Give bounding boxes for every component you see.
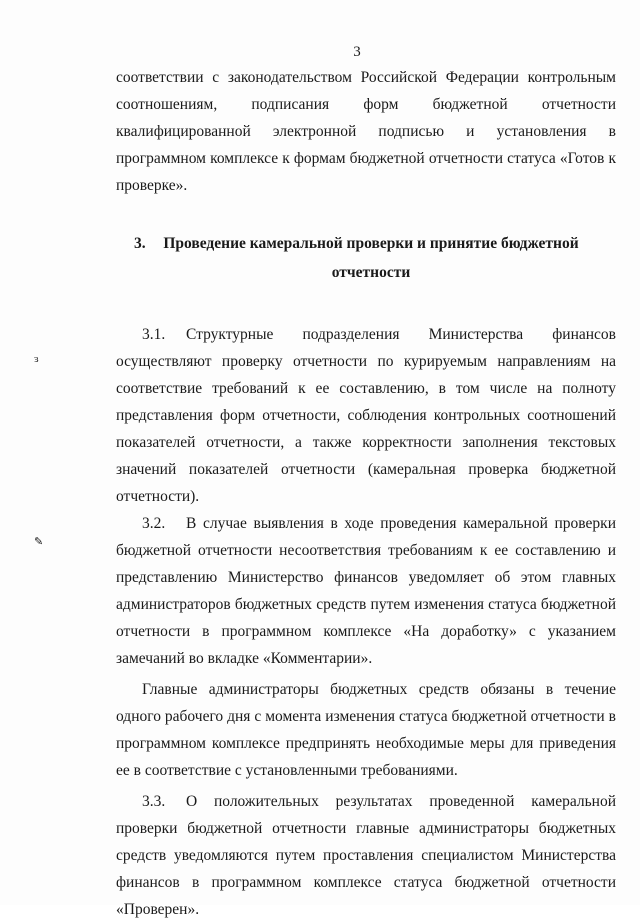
- section-heading: [116, 229, 616, 287]
- paragraph-text: Структурные подразделения Министерства финансов осуществляют проверку отчетности по курируемым направлениям на соответствие требований к ее составлению, в том числе на полноту представления форм отчетности, соблюдения контрольных соотношений показателей отчетности, а также корректности заполнения текстовых значений показателей отчетности (камеральная проверка бюджетной отчетности).: [116, 326, 616, 505]
- paragraph-3-1: [116, 321, 616, 510]
- intro-paragraph: соответствии с законодательством Российской Федерации контрольным соотношениям, подписания форм бюджетной отчетности квалифицированной электронной подписью и установления в программном комплексе к формам бюджетной отчетности статуса «Готов к проверке».: [116, 69, 616, 194]
- paragraph-number: 3.2.: [142, 515, 166, 532]
- paragraph-3-2: [116, 510, 616, 672]
- paragraph-number: 3.3.: [142, 793, 166, 810]
- section-number: 3.: [134, 235, 146, 252]
- section-title: Проведение камеральной проверки и принятие бюджетной отчетности: [163, 235, 579, 281]
- paragraph-text: В случае выявления в ходе проведения камеральной проверки бюджетной отчетности несоответствия требованиям к ее составлению и представлению Министерство финансов уведомляет об этом главных администраторов бюджетных средств путем изменения статуса бюджетной отчетности в программном комплексе «На доработку» с указанием замечаний во вкладке «Комментарии».: [116, 515, 616, 667]
- paragraph-3-3: [116, 788, 616, 923]
- paragraph-text: О положительных результатах проведенной камеральной проверки бюджетной отчетности главные администраторы бюджетных средств уведомляются путем проставления специалистом Министерства финансов в программном комплексе статуса бюджетной отчетности «Проверен».: [116, 793, 616, 918]
- margin-mark: ✎: [34, 536, 44, 548]
- margin-mark: ɜ: [34, 353, 39, 365]
- document-body: [116, 64, 616, 923]
- page-number: 3: [353, 44, 361, 60]
- paragraph-text: Главные администраторы бюджетных средств обязаны в течение одного рабочего дня с момента изменения статуса бюджетной отчетности в программном комплексе предпринять необходимые меры для приведения ее в соответствие с установленными требованиями.: [116, 681, 616, 779]
- paragraph-number: 3.1.: [142, 326, 166, 343]
- paragraph-3-2-continued: [116, 676, 616, 784]
